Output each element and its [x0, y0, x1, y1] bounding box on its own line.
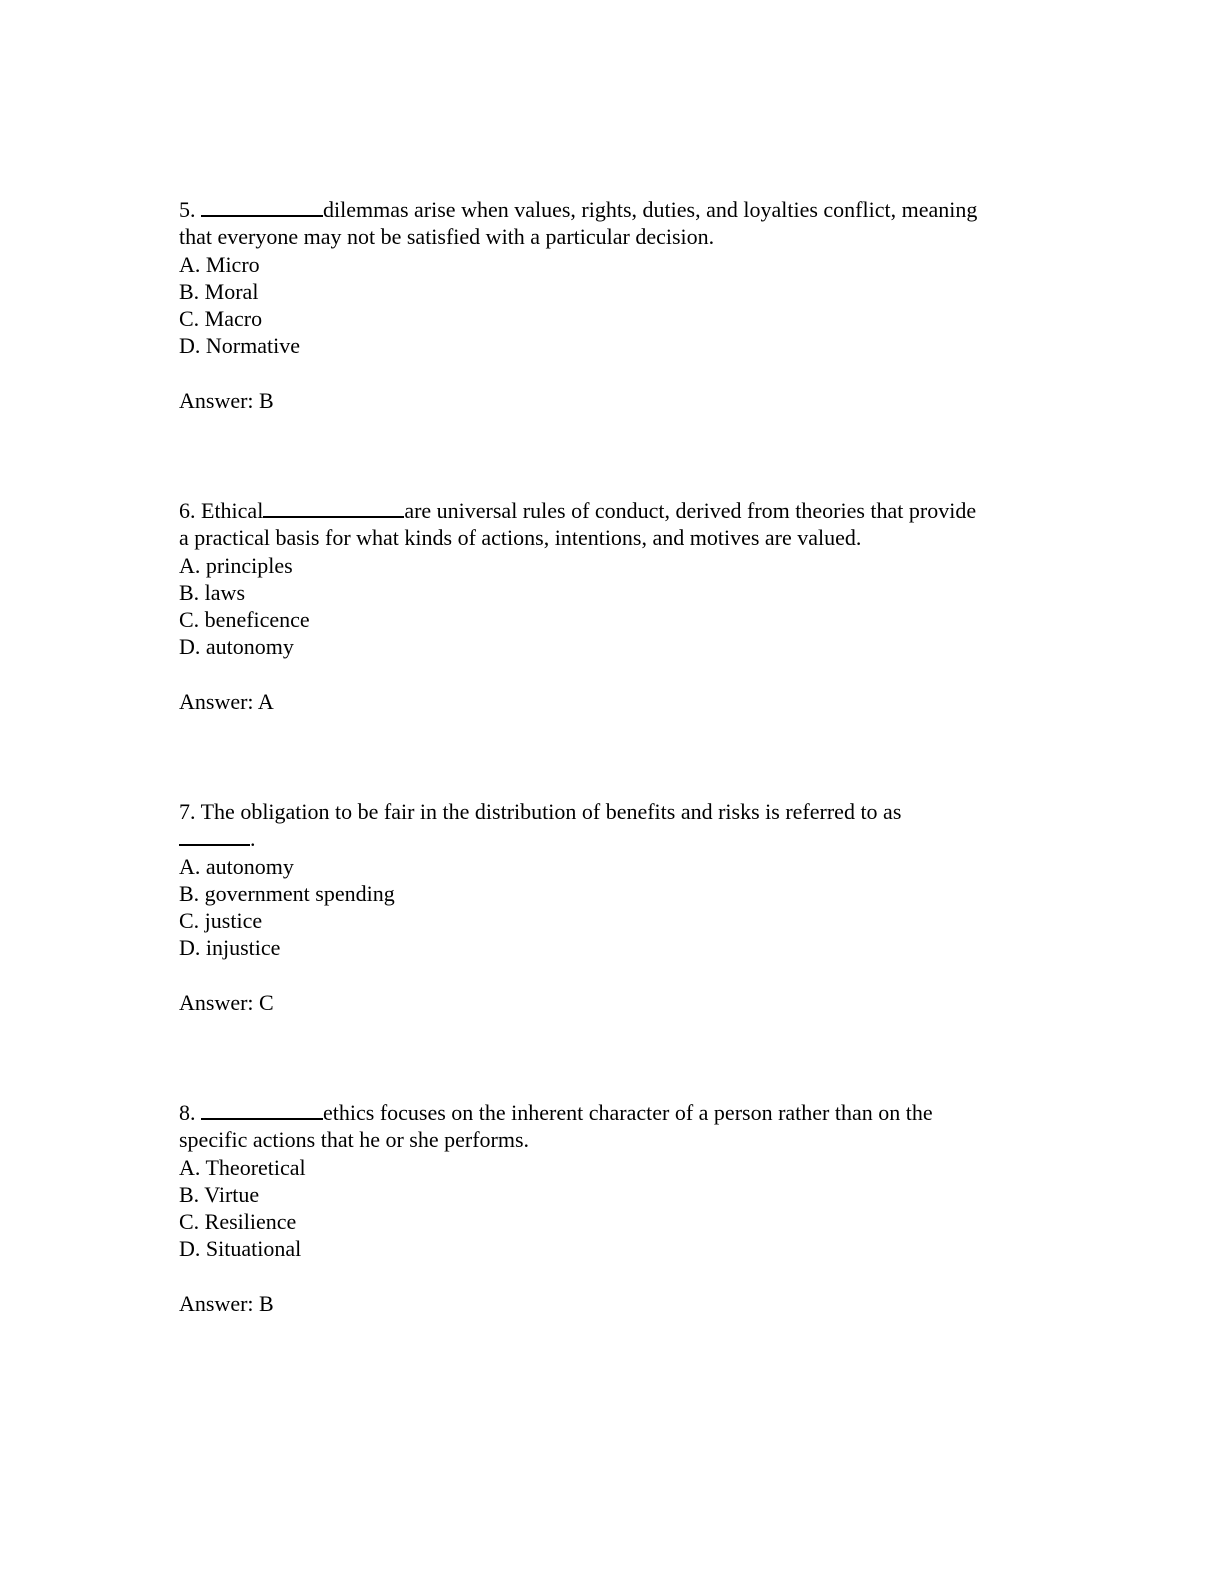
- question-6-option-a: A. principles: [179, 552, 293, 578]
- question-7-stem-line-1: [179, 798, 1049, 825]
- question-7-option-b: B. government spending: [179, 880, 395, 906]
- question-5-number: 5.: [179, 197, 196, 222]
- question-7-stem-text: The obligation to be fair in the distribution of benefits and risks is referred to as: [200, 799, 902, 824]
- question-8-number: 8.: [179, 1100, 196, 1125]
- question-5-stem-line-2: that everyone may not be satisfied with a particular decision.: [179, 224, 715, 250]
- question-5-option-d: D. Normative: [179, 333, 300, 359]
- question-8: [179, 1099, 1049, 1317]
- question-7-option-c: C. justice: [179, 908, 263, 934]
- question-6-number: 6. Ethical: [179, 498, 264, 523]
- question-7-option-a: A. autonomy: [179, 853, 294, 879]
- question-8-option-b: B. Virtue: [179, 1181, 260, 1207]
- question-6-option-d: D. autonomy: [179, 634, 294, 660]
- question-5-blank: [201, 197, 323, 217]
- question-8-option-d: D. Situational: [179, 1236, 302, 1262]
- question-8-option-a: A. Theoretical: [179, 1154, 306, 1180]
- question-6: [179, 497, 1049, 715]
- question-5-stem-text: dilemmas arise when values, rights, duties, and loyalties conflict, meaning: [323, 197, 978, 222]
- question-7-blank: [179, 826, 250, 846]
- question-8-answer: Answer: B: [179, 1290, 274, 1316]
- question-7-answer: Answer: C: [179, 989, 274, 1015]
- question-8-stem-line-1: [179, 1099, 1049, 1126]
- question-5-stem-line-1: [179, 196, 1049, 223]
- question-7-number: 7.: [179, 799, 196, 824]
- question-6-option-c: C. beneficence: [179, 607, 310, 633]
- question-5-answer: Answer: B: [179, 387, 274, 413]
- question-8-option-c: C. Resilience: [179, 1209, 297, 1235]
- question-8-stem-line-2: specific actions that he or she performs.: [179, 1127, 530, 1153]
- question-5-option-c: C. Macro: [179, 306, 263, 332]
- question-8-stem-text: ethics focuses on the inherent character of a person rather than on the: [323, 1100, 933, 1125]
- question-7-option-d: D. injustice: [179, 935, 281, 961]
- question-6-stem-line-2: a practical basis for what kinds of actions, intentions, and motives are valued.: [179, 525, 862, 551]
- question-6-option-b: B. laws: [179, 579, 245, 605]
- question-8-blank: [201, 1100, 323, 1120]
- question-6-blank: [263, 498, 404, 518]
- question-5-option-b: B. Moral: [179, 278, 259, 304]
- question-7: [179, 798, 1049, 1016]
- question-7-stem-period: .: [250, 826, 256, 852]
- question-7-stem-line-2: [179, 825, 1049, 852]
- question-6-answer: Answer: A: [179, 688, 274, 714]
- question-5-option-a: A. Micro: [179, 251, 260, 277]
- question-6-stem-text: are universal rules of conduct, derived from theories that provide: [404, 498, 977, 523]
- question-6-stem-line-1: [179, 497, 1049, 524]
- question-5: [179, 196, 1049, 414]
